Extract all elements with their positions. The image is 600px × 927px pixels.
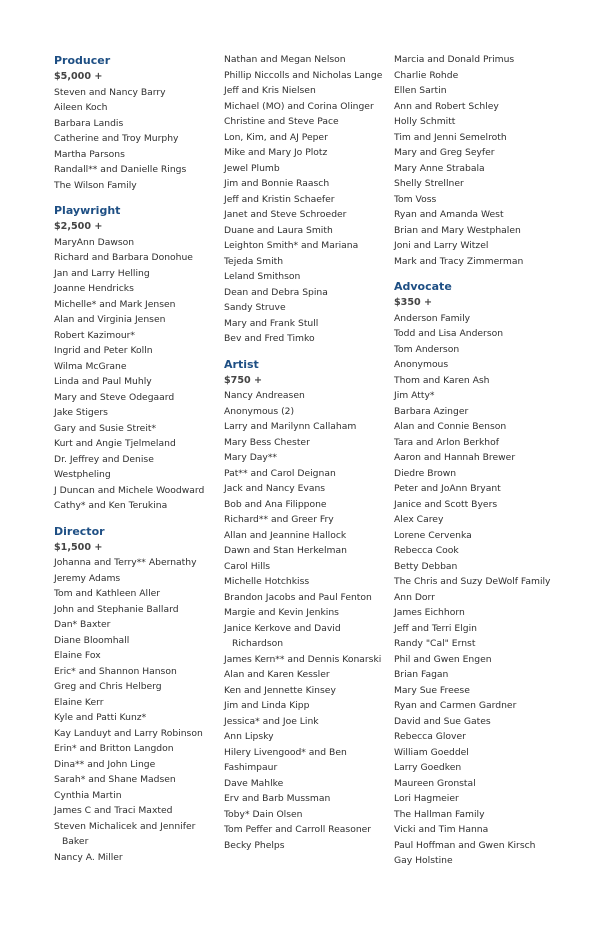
- donor-name: Diedre Brown: [394, 467, 457, 479]
- donor-name: Leighton Smith* and Mariana: [224, 240, 359, 251]
- donor-name: Allan and Jeannine Hallock: [224, 529, 347, 541]
- donor-name: Michelle Hotchkiss: [224, 576, 310, 587]
- donor-name: Shelly Strellner: [394, 178, 464, 189]
- donor-name: Aileen Koch: [54, 102, 108, 113]
- donor-name: The Chris and Suzy DeWolf Family: [394, 576, 551, 587]
- donor-name: Margie and Kevin Jenkins: [224, 607, 339, 618]
- donor-name: Jeremy Adams: [54, 572, 121, 584]
- donor-name: James Kern** and Dennis Konarski: [224, 653, 382, 665]
- donor-name: Mary Day**: [224, 452, 278, 463]
- donor-name: Joni and Larry Witzel: [394, 240, 489, 251]
- donor-name: Alan and Virginia Jensen: [54, 314, 166, 325]
- donor-name: Rebecca Glover: [394, 731, 466, 742]
- donor-name: Tom Voss: [394, 193, 437, 205]
- donor-name: Nathan and Megan Nelson: [224, 54, 346, 65]
- donor-name: The Wilson Family: [54, 179, 137, 191]
- donor-name: Jeff and Kris Nielsen: [224, 85, 316, 96]
- donor-name: Wilma McGrane: [54, 360, 127, 372]
- donor-name: Barbara Landis: [54, 117, 124, 129]
- donor-name: Lori Hagmeier: [394, 793, 459, 804]
- donor-name: Janet and Steve Schroeder: [224, 209, 347, 220]
- donor-name: Brian Fagan: [394, 669, 449, 680]
- donor-name: Mary and Greg Seyfer: [394, 147, 495, 158]
- donor-name: Randall** and Danielle Rings: [54, 164, 187, 175]
- donor-name: Lon, Kim, and AJ Peper: [224, 131, 328, 143]
- donor-name: Phillip Niccolls and Nicholas Lange: [224, 69, 383, 81]
- section-spacer: [54, 193, 224, 202]
- donor-name: Pat** and Carol Deignan: [224, 467, 336, 479]
- tier-heading: Artist: [224, 357, 259, 371]
- donor-name: Elaine Fox: [54, 650, 101, 661]
- donor-name: Cathy* and Ken Terukina: [54, 500, 168, 511]
- donor-name: Jewel Plumb: [224, 162, 280, 174]
- donor-name: Jack and Nancy Evans: [224, 483, 326, 494]
- donor-name: Kay Landuyt and Larry Robinson: [54, 727, 203, 739]
- tier-heading: Advocate: [394, 280, 452, 293]
- donor-name: Linda and Paul Muhly: [54, 376, 152, 387]
- donor-name: Maureen Gronstal: [394, 777, 476, 789]
- tier-heading: Producer: [54, 54, 111, 67]
- donor-name: Sandy Struve: [224, 302, 286, 313]
- donor-name: Brandon Jacobs and Paul Fenton: [224, 591, 372, 603]
- donor-name: Mary and Steve Odegaard: [54, 391, 175, 403]
- donor-name: Paul Hoffman and Gwen Kirsch: [394, 839, 536, 851]
- donor-name: Erv and Barb Mussman: [224, 793, 331, 804]
- donor-name: Dr. Jeffrey and Denise: [54, 453, 154, 465]
- donor-column-3: [394, 52, 564, 869]
- donor-name: Westpheling: [54, 469, 111, 480]
- donor-name: Mark and Tracy Zimmerman: [394, 255, 524, 267]
- donor-name: Mike and Mary Jo Plotz: [224, 147, 328, 158]
- donor-name: Larry Goedken: [394, 762, 462, 773]
- donor-name: Bob and Ana Filippone: [224, 498, 327, 510]
- donor-name: Christine and Steve Pace: [224, 116, 339, 127]
- donor-name: James Eichhorn: [394, 607, 465, 618]
- donor-name: Diane Bloomhall: [54, 634, 130, 646]
- donor-name: Tom Anderson: [394, 343, 460, 355]
- donor-name: Todd and Lisa Anderson: [394, 328, 504, 339]
- donor-name: Leland Smithson: [224, 271, 301, 282]
- donor-name: Cynthia Martin: [54, 789, 122, 801]
- section-spacer: [224, 347, 394, 356]
- tier-amount: $350 +: [394, 297, 433, 308]
- donor-name: Michelle* and Mark Jensen: [54, 298, 176, 310]
- section-spacer: [394, 269, 564, 278]
- donor-name: Ryan and Amanda West: [394, 209, 504, 220]
- donor-name: Nancy Andreasen: [224, 390, 305, 401]
- donor-name: Lorene Cervenka: [394, 529, 472, 541]
- donor-name: Ingrid and Peter Kolln: [54, 345, 153, 356]
- donor-name: Robert Kazimour*: [54, 329, 136, 341]
- donor-name: Jan and Larry Helling: [54, 267, 150, 279]
- donor-name: Ann and Robert Schley: [394, 100, 499, 112]
- donor-name: Gay Holstine: [394, 855, 453, 866]
- donor-column-1: [54, 52, 224, 865]
- donor-name: Jim and Bonnie Raasch: [224, 178, 330, 189]
- donor-name: Phil and Gwen Engen: [394, 653, 492, 665]
- donor-name: Martha Parsons: [54, 148, 125, 160]
- donor-name: Sarah* and Shane Madsen: [54, 774, 176, 785]
- donor-name: Janice and Scott Byers: [394, 498, 498, 510]
- donor-name: Brian and Mary Westphalen: [394, 224, 521, 236]
- donor-name: Steven and Nancy Barry: [54, 86, 166, 98]
- donor-name: Joanne Hendricks: [54, 283, 134, 294]
- donor-name: Eric* and Shannon Hanson: [54, 665, 177, 677]
- donor-name: Mary Sue Freese: [394, 684, 470, 696]
- donor-name: Janice Kerkove and David Richardson: [224, 622, 341, 649]
- donor-name: Barbara Azinger: [394, 405, 469, 417]
- donor-name: Alex Carey: [394, 514, 444, 525]
- section-spacer: [54, 514, 224, 523]
- donor-name: Tom and Kathleen Aller: [54, 588, 161, 599]
- donor-name: Randy "Cal" Ernst: [394, 638, 476, 649]
- donor-name: Jake Stigers: [54, 407, 108, 418]
- tier-heading: Director: [54, 524, 105, 538]
- donor-name: Betty Debban: [394, 560, 458, 572]
- donor-name: Johanna and Terry** Abernathy: [54, 557, 197, 568]
- donor-name: Dean and Debra Spina: [224, 286, 328, 298]
- donor-name: Steven Michalicek and Jennifer Baker: [54, 820, 196, 847]
- donor-name: Mary Bess Chester: [224, 436, 310, 448]
- donor-column-2: [224, 52, 394, 853]
- donor-name: Gary and Susie Streit*: [54, 422, 157, 434]
- donor-name: Duane and Laura Smith: [224, 224, 333, 236]
- donor-name: Mary and Frank Stull: [224, 317, 319, 329]
- donor-name: Kyle and Patti Kunz*: [54, 712, 147, 723]
- donor-name: Holly Schmitt: [394, 116, 456, 127]
- tier-amount: $1,500 +: [54, 541, 103, 553]
- donor-name: Erin* and Britton Langdon: [54, 743, 174, 754]
- donor-name: Mary Anne Strabala: [394, 162, 485, 174]
- donor-name: Dawn and Stan Herkelman: [224, 545, 347, 556]
- donor-name: Tim and Jenni Semelroth: [394, 131, 507, 143]
- donor-name: Alan and Connie Benson: [394, 421, 507, 432]
- donor-name: Larry and Marilynn Callaham: [224, 421, 357, 432]
- donor-name: Charlie Rohde: [394, 69, 459, 81]
- donor-name: Thom and Karen Ash: [394, 374, 490, 386]
- donor-name: Jim Atty*: [394, 390, 435, 401]
- donor-name: The Hallman Family: [394, 808, 485, 820]
- donor-name: Michael (MO) and Corina Olinger: [224, 100, 374, 112]
- tier-amount: $750 +: [224, 374, 263, 386]
- donor-name: Tejeda Smith: [224, 255, 284, 267]
- donor-name: Ryan and Carmen Gardner: [394, 700, 517, 711]
- donor-name: Rebecca Cook: [394, 545, 459, 556]
- donor-name: Toby* Dain Olsen: [224, 808, 303, 820]
- donor-name: Nancy A. Miller: [54, 851, 123, 863]
- donor-name: Ann Lipsky: [224, 731, 274, 742]
- donor-name: Ann Dorr: [394, 591, 435, 603]
- donor-name: Peter and JoAnn Bryant: [394, 483, 501, 494]
- donor-name: Ellen Sartin: [394, 85, 447, 96]
- donor-name: MaryAnn Dawson: [54, 236, 135, 248]
- donor-name: Richard and Barbara Donohue: [54, 252, 193, 263]
- donor-name: Dina** and John Linge: [54, 758, 156, 770]
- donor-name: Fashimpaur: [224, 762, 278, 773]
- tier-amount: $5,000 +: [54, 71, 103, 82]
- donor-name: Marcia and Donald Primus: [394, 54, 515, 65]
- donor-name: Jeff and Terri Elgin: [394, 622, 477, 634]
- donor-name: James C and Traci Maxted: [54, 805, 173, 816]
- donor-name: Anderson Family: [394, 312, 471, 324]
- donor-name: Elaine Kerr: [54, 696, 104, 708]
- donor-name: Aaron and Hannah Brewer: [394, 452, 516, 463]
- donor-name: William Goeddel: [394, 746, 469, 758]
- tier-amount: $2,500 +: [54, 221, 103, 232]
- donor-name: John and Stephanie Ballard: [54, 603, 179, 615]
- donor-name: Greg and Chris Helberg: [54, 681, 162, 692]
- donor-name: Alan and Karen Kessler: [224, 669, 330, 680]
- donor-name: J Duncan and Michele Woodward: [54, 484, 205, 496]
- donor-name: Anonymous: [394, 359, 449, 370]
- donor-name: Bev and Fred Timko: [224, 333, 315, 344]
- donor-name: Anonymous (2): [224, 405, 295, 417]
- donor-name: Jeff and Kristin Schaefer: [224, 193, 335, 205]
- donor-name: Hilery Livengood* and Ben: [224, 746, 347, 758]
- donor-name: Richard** and Greer Fry: [224, 514, 334, 525]
- donor-name: Ken and Jennette Kinsey: [224, 684, 336, 696]
- donor-name: Tom Peffer and Carroll Reasoner: [224, 824, 372, 835]
- donor-name: Jessica* and Joe Link: [224, 715, 319, 727]
- donor-name: Carol Hills: [224, 560, 271, 572]
- donor-name: Catherine and Troy Murphy: [54, 133, 179, 144]
- donor-name: Tara and Arlon Berkhof: [394, 436, 499, 448]
- donor-name: Jim and Linda Kipp: [224, 700, 310, 711]
- donor-name: Becky Phelps: [224, 839, 285, 851]
- donor-name: Vicki and Tim Hanna: [394, 824, 489, 835]
- donor-name: Dan* Baxter: [54, 619, 111, 630]
- tier-heading: Playwright: [54, 204, 121, 217]
- donor-name: Dave Mahlke: [224, 777, 284, 789]
- donor-name: David and Sue Gates: [394, 715, 491, 727]
- donor-name: Kurt and Angie Tjelmeland: [54, 438, 176, 449]
